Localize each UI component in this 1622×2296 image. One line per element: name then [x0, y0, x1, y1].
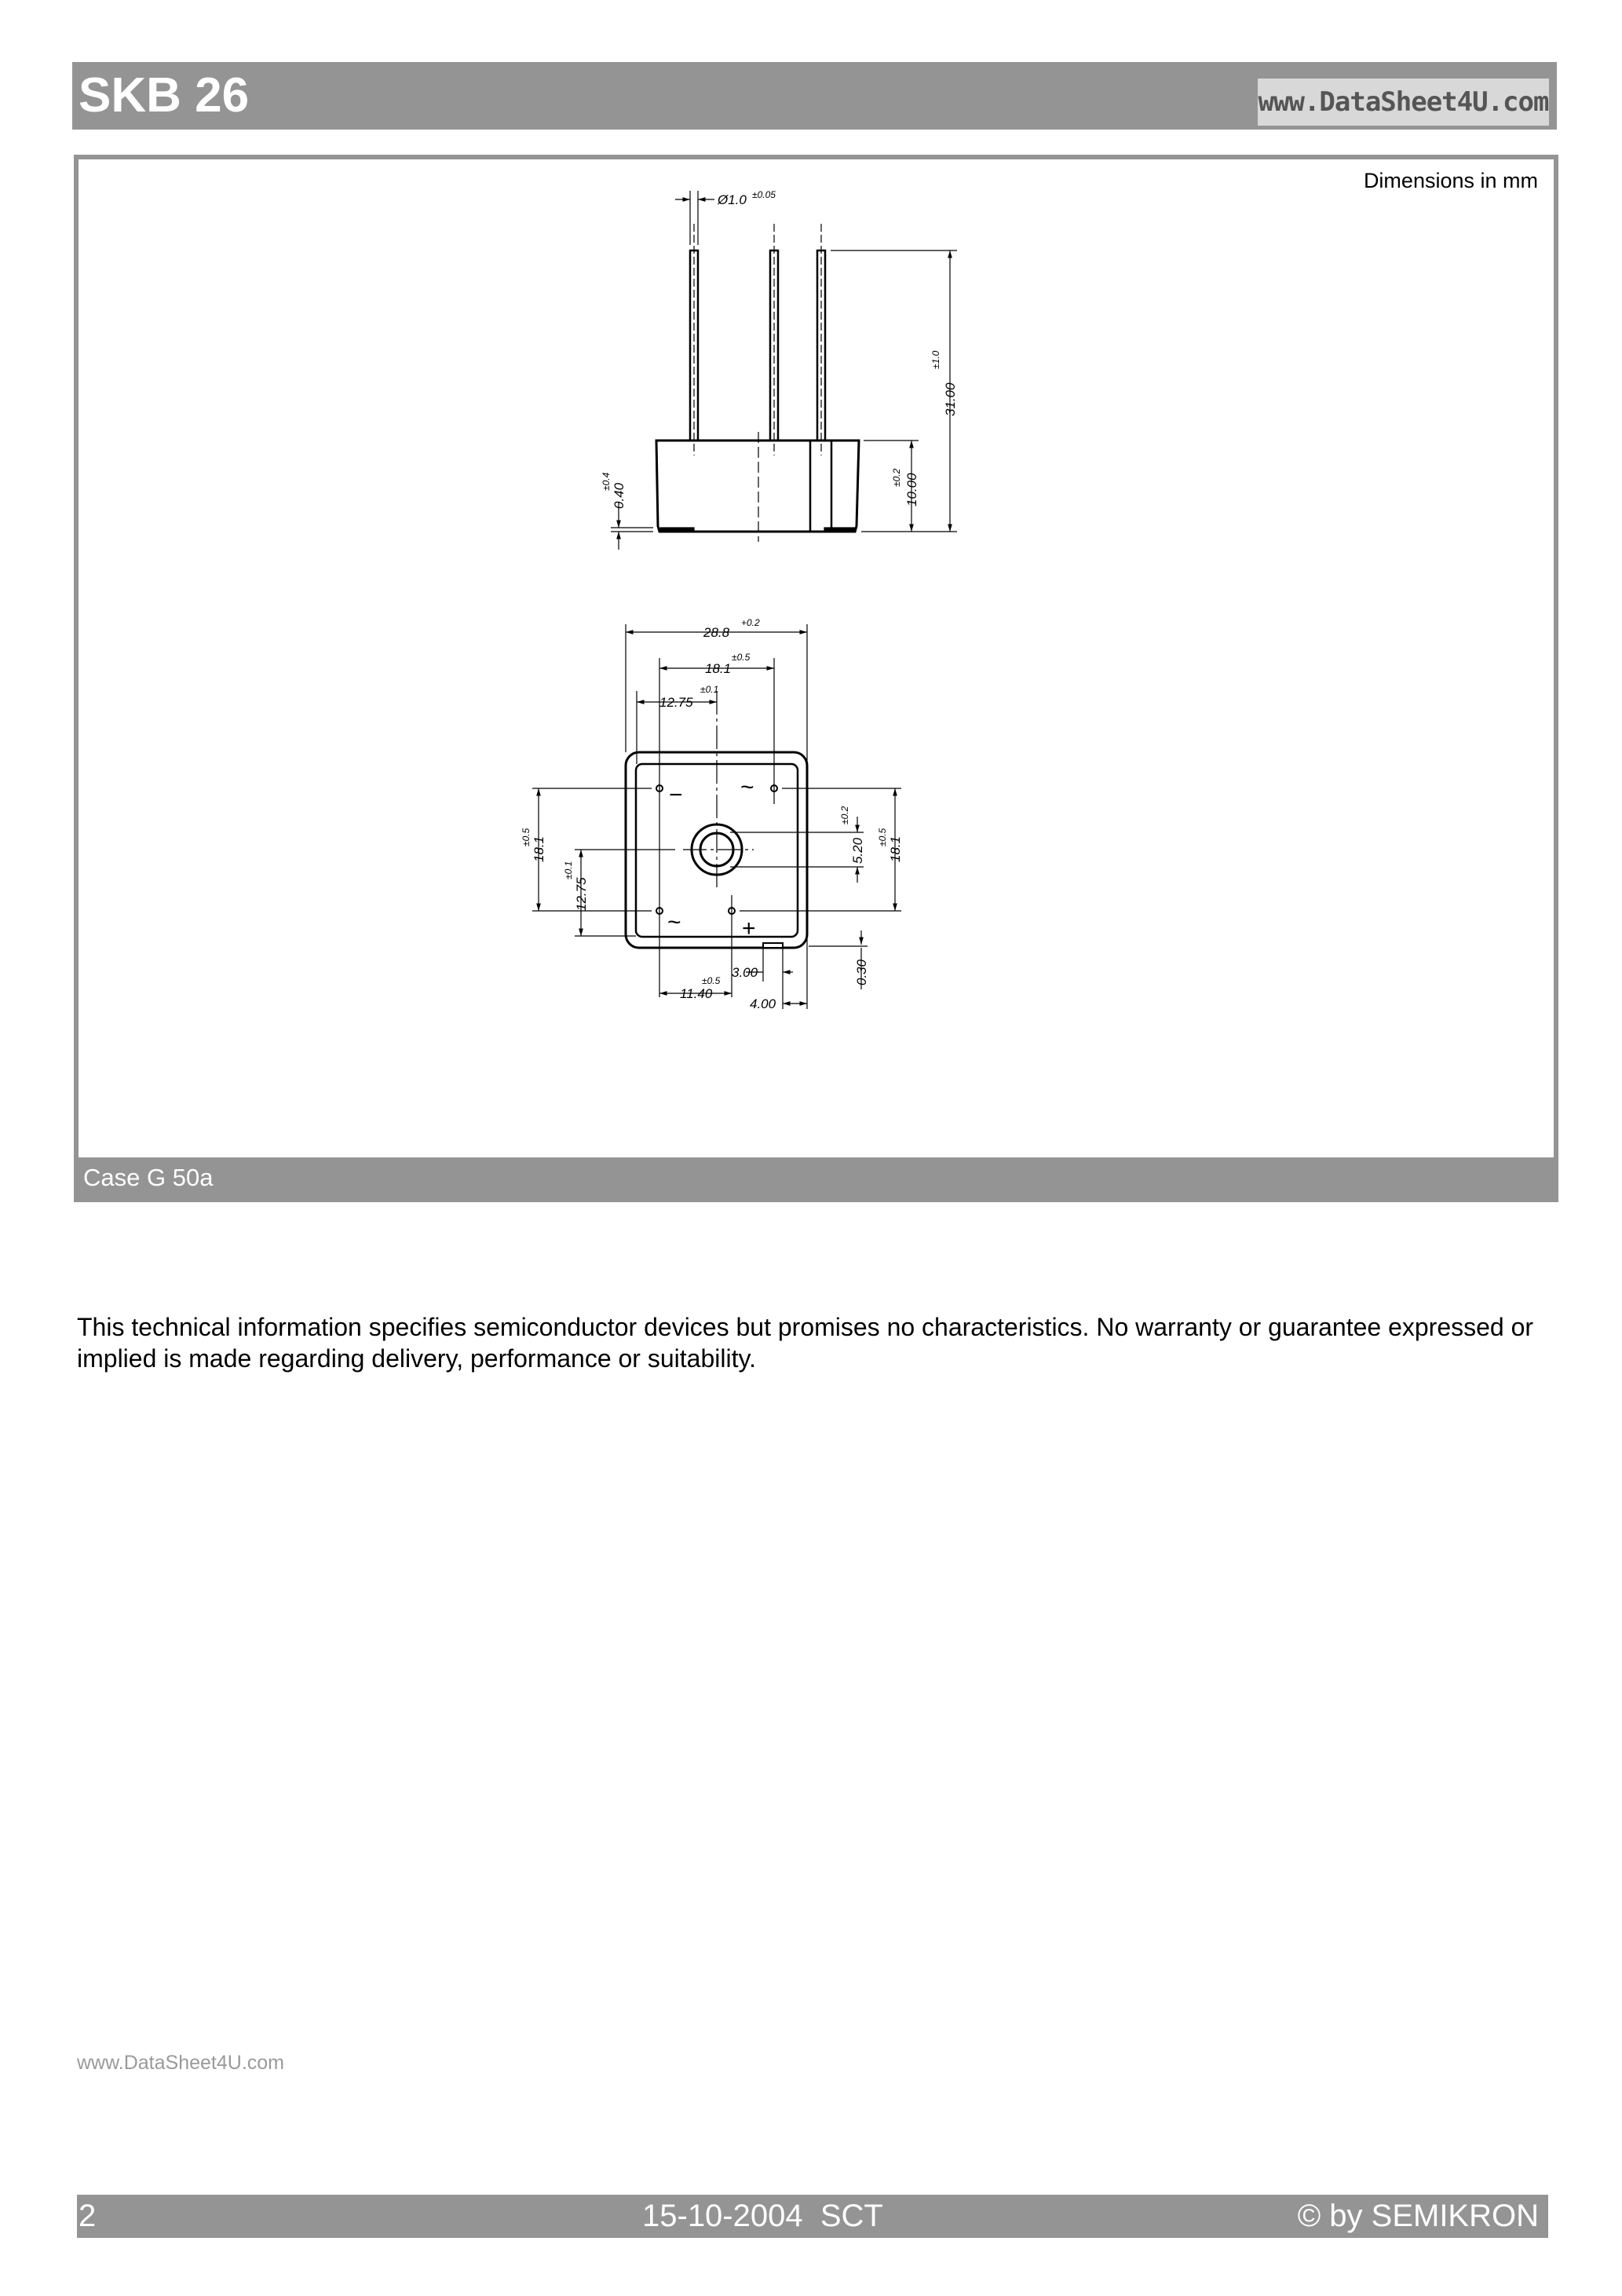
footer-watermark-link[interactable]: www.DataSheet4U.com	[77, 2052, 285, 2074]
footer-copyright: © by SEMIKRON	[1297, 2199, 1539, 2233]
dim-pin-spacing-bottom: 11.40	[680, 986, 713, 1001]
dim-standoff-tol: ±0.4	[601, 472, 612, 491]
footer-date: 15-10-2004 SCT	[642, 2199, 883, 2233]
watermark-link[interactable]: www.DataSheet4U.com	[1258, 79, 1549, 126]
page-title: SKB 26	[79, 68, 250, 122]
terminal-ac-bottom: ~	[667, 909, 681, 935]
dim-pin-diameter-tol: ±0.05	[752, 189, 776, 200]
terminal-minus: −	[669, 782, 683, 808]
dim-pin-length: 31.00	[943, 382, 958, 416]
case-caption: Case G 50a	[83, 1164, 214, 1191]
dim-notch-offset: 4.00	[750, 996, 776, 1011]
disclaimer-text: This technical information specifies semiconductor devices but promises no characteristics. No warranty or guarantee expressed or implied is made regarding delivery, performance or suitability.	[77, 1313, 1534, 1373]
body	[656, 441, 859, 532]
dim-pin-length-tol: ±1.0	[930, 350, 941, 369]
dim-center-y: 12.75	[574, 877, 589, 911]
dim-pin-pitch-y-right: 18.1	[888, 835, 903, 862]
dim-pin-pitch-y-right-tol: ±0.5	[877, 828, 888, 846]
dimensions-note: Dimensions in mm	[1363, 169, 1538, 192]
terminal-plus: +	[742, 916, 756, 941]
dim-standoff: 0.40	[612, 482, 627, 509]
dim-width: 28.8	[703, 625, 730, 640]
dim-center-x: 12.75	[659, 695, 693, 710]
dim-center-y-tol: ±0.1	[563, 861, 574, 879]
dim-hole-diameter-tol: ±0.2	[839, 806, 850, 824]
footer-bar	[77, 2195, 1548, 2238]
dim-pin-pitch-y-left-tol: ±0.5	[521, 828, 532, 846]
dim-width-tol: +0.2	[741, 617, 760, 628]
dim-center-x-tol: ±0.1	[700, 684, 719, 695]
dim-pin-diameter: Ø1.0	[718, 192, 747, 207]
dim-body-height-tol: ±0.2	[891, 468, 902, 487]
dim-notch-depth: 0.30	[854, 959, 869, 985]
page-number: 2	[79, 2199, 97, 2233]
dim-hole-diameter: 5.20	[850, 837, 865, 864]
terminal-ac-top: ~	[740, 774, 754, 800]
dim-pin-pitch-x-tol: ±0.5	[732, 652, 751, 663]
dim-pin-spacing-bottom-tol: ±0.5	[702, 975, 721, 986]
dim-pin-pitch-x: 18.1	[705, 661, 732, 676]
dim-notch-width: 3.00	[732, 965, 758, 980]
dim-body-height: 10.00	[904, 473, 919, 506]
dim-pin-pitch-y-left: 18.1	[532, 835, 546, 862]
